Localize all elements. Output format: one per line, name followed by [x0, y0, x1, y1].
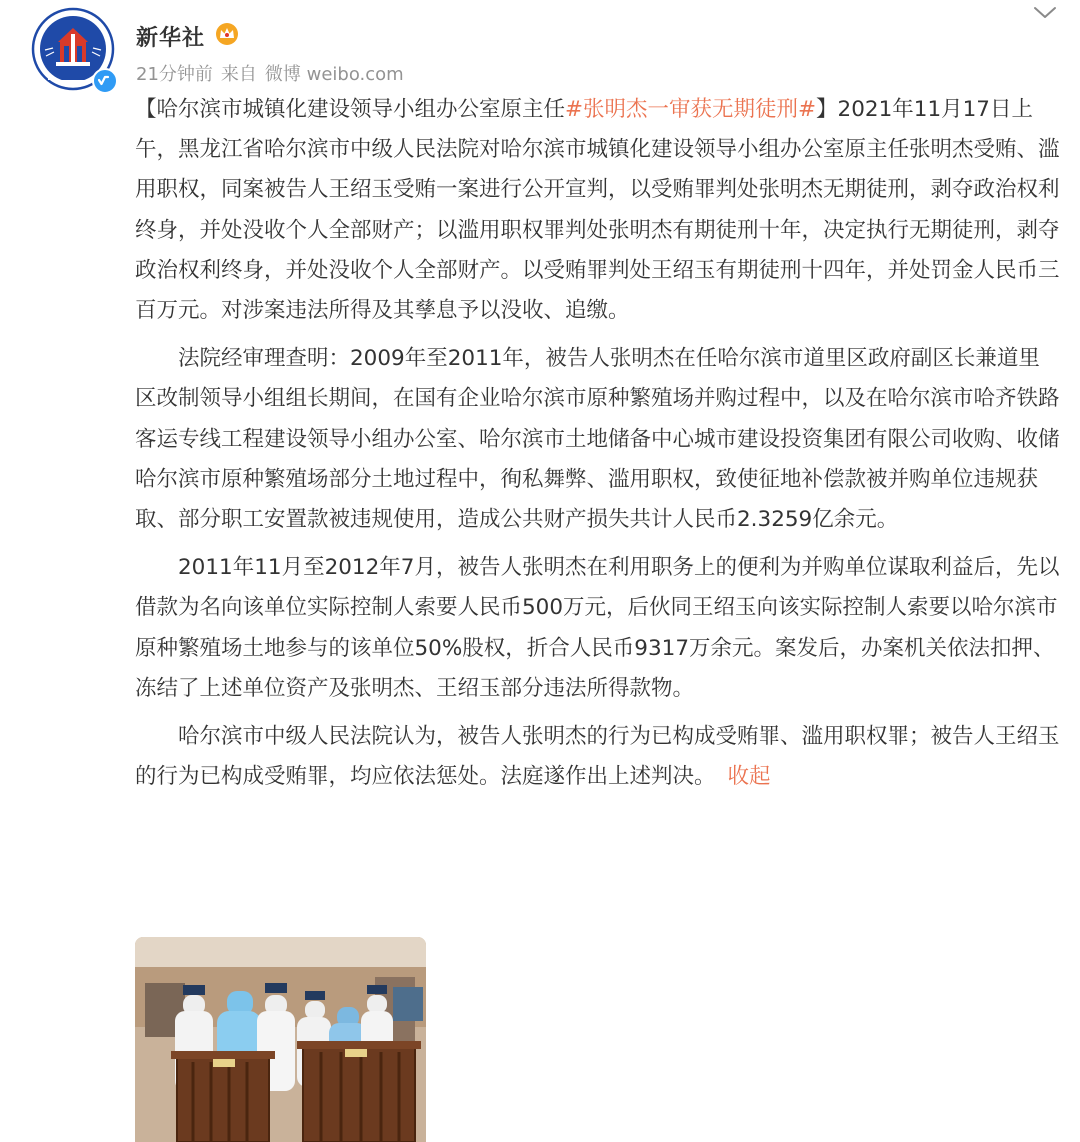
verified-badge-icon [92, 68, 118, 94]
author-name[interactable]: 新华社 [136, 25, 206, 51]
crown-icon[interactable] [213, 22, 241, 50]
post-source: 微博 weibo.com [264, 64, 404, 85]
post-body [135, 90, 1060, 797]
post-image[interactable] [135, 937, 426, 1142]
post-paragraph-4-text: 哈尔滨市中级人民法院认为，被告人张明杰的行为已构成受贿罪、滥用职权罪；被告人王绍玉的行为已构成受贿罪，均应依法惩处。法庭遂作出上述判决。 [135, 724, 1060, 790]
author-line [136, 16, 241, 56]
post-paragraph-4 [135, 717, 1060, 797]
post-meta [136, 60, 404, 86]
post-lead-body: 】2021年11月17日上午，黑龙江省哈尔滨市中级人民法院对哈尔滨市城镇化建设领导小组办公室原主任张明杰受贿、滥用职权，同案被告人王绍玉受贿一案进行公开宣判，以受贿罪判处张明杰无期徒刑，剥夺政治权利终身，并处没收个人全部财产；以滥用职权罪判处张明杰有期徒刑十年，决定执行无期徒刑，剥夺政治权利终身，并处没收个人全部财产。以受贿罪判处王绍玉有期徒刑十四年，并处罚金人民币三百万元。对涉案违法所得及其孳息予以没收、追缴。 [135, 97, 1060, 324]
courtroom-photo [135, 937, 426, 1142]
post-paragraph-2: 法院经审理查明：2009年至2011年，被告人张明杰在任哈尔滨市道里区政府副区长兼道里区改制领导小组组长期间，在国有企业哈尔滨市原种繁殖场并购过程中，以及在哈尔滨市哈齐铁路客运专线工程建设领导小组办公室、哈尔滨市土地储备中心城市建设投资集团有限公司收购、收储哈尔滨市原种繁殖场部分土地过程中，徇私舞弊、滥用职权，致使征地补偿款被并购单位违规获取、部分职工安置款被违规使用，造成公共财产损失共计人民币2.3259亿余元。 [135, 346, 1060, 533]
post-paragraph-3: 2011年11月至2012年7月，被告人张明杰在利用职务上的便利为并购单位谋取利益后，先以借款为名向该单位实际控制人索要人民币500万元，后伙同王绍玉向该实际控制人索要以哈尔滨市原种繁殖场土地参与的该单位50%股权，折合人民币9317万余元。案发后，办案机关依法扣押、冻结了上述单位资产及张明杰、王绍玉部分违法所得款物。 [135, 555, 1060, 701]
collapse-link[interactable]: 收起 [727, 764, 771, 790]
post-lead-text: 【哈尔滨市城镇化建设领导小组办公室原主任 [135, 97, 566, 122]
post-time[interactable]: 21分钟前 [136, 64, 213, 85]
chevron-down-icon[interactable] [1028, 0, 1062, 26]
hashtag-link[interactable]: #张明杰一审获无期徒刑# [565, 97, 817, 122]
post-source-prefix: 来自 [220, 64, 257, 85]
post-paragraph-1 [135, 90, 1060, 331]
